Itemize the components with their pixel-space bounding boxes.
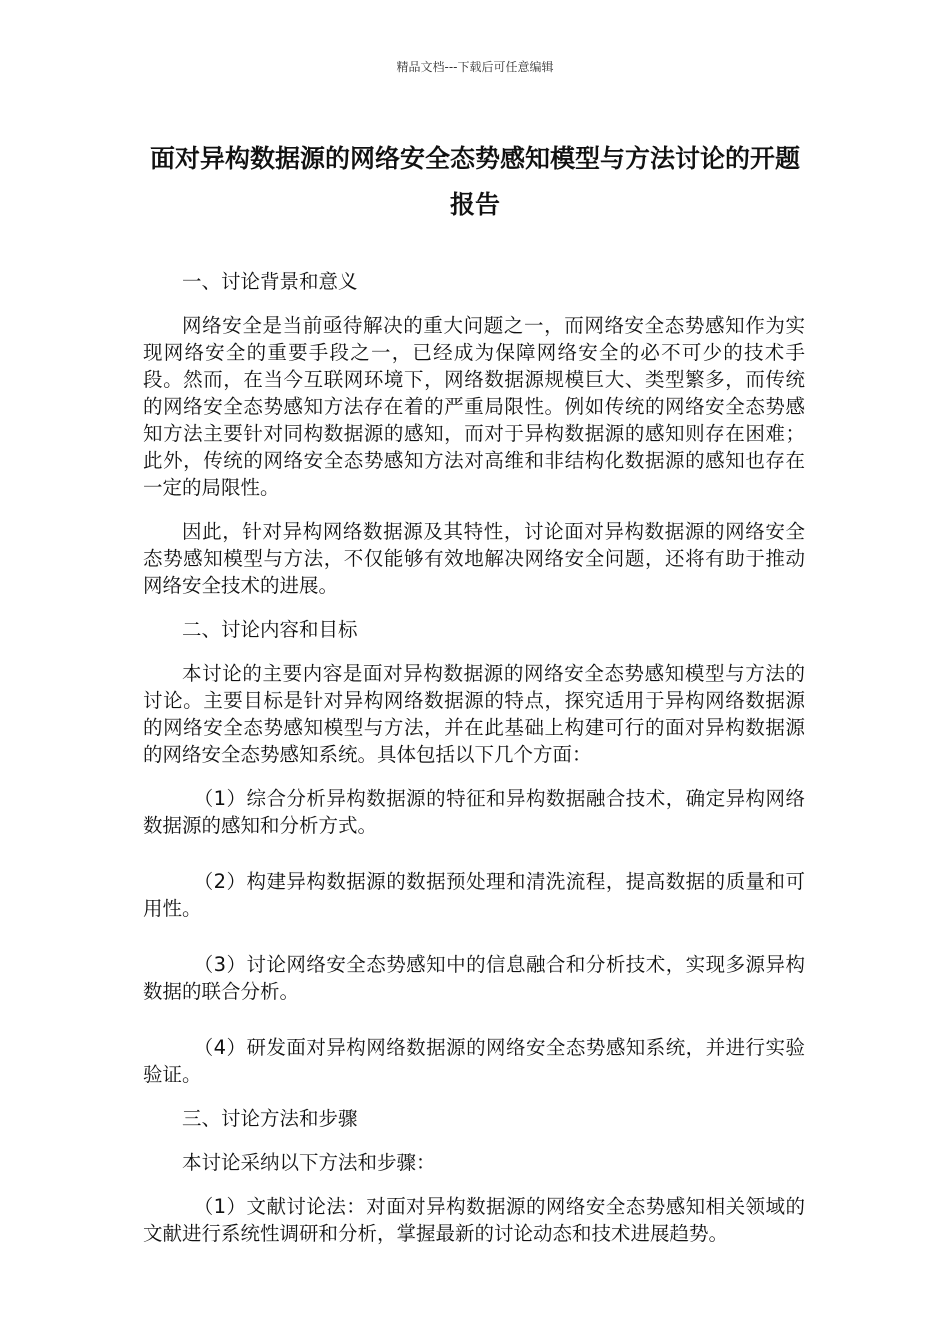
body-paragraph: 本讨论的主要内容是面对异构数据源的网络安全态势感知模型与方法的讨论。主要目标是针对异构网络数据源的特点，探究适用于异构网络数据源的网络安全态势感知模型与方法，并在此基础上构建可行的面对异构数据源的网络安全态势感知系统。具体包括以下几个方面：	[143, 662, 805, 766]
section-heading-2: 二、讨论内容和目标	[182, 618, 358, 641]
list-item: （2）构建异构数据源的数据预处理和清洗流程，提高数据的质量和可用性。	[143, 870, 805, 920]
document-body	[143, 268, 805, 1264]
list-item: （1）综合分析异构数据源的特征和异构数据融合技术，确定异构网络数据源的感知和分析方式。	[143, 787, 805, 837]
list-item: （1）文献讨论法：对面对异构数据源的网络安全态势感知相关领域的文献进行系统性调研和分析，掌握最新的讨论动态和技术进展趋势。	[143, 1195, 805, 1245]
header-note: 精品文档---下载后可任意编辑	[396, 60, 554, 74]
list-item: （3）讨论网络安全态势感知中的信息融合和分析技术，实现多源异构数据的联合分析。	[143, 953, 805, 1003]
section-heading-1: 一、讨论背景和意义	[182, 270, 358, 293]
document-title: 面对异构数据源的网络安全态势感知模型与方法讨论的开题报告	[149, 144, 800, 219]
body-paragraph: 网络安全是当前亟待解决的重大问题之一，而网络安全态势感知作为实现网络安全的重要手段之一，已经成为保障网络安全的必不可少的技术手段。然而，在当今互联网环境下，网络数据源规模巨大、类型繁多，而传统的网络安全态势感知方法存在着的严重局限性。例如传统的网络安全态势感知方法主要针对同构数据源的感知，而对于异构数据源的感知则存在困难；此外，传统的网络安全态势感知方法对高维和非结构化数据源的感知也存在一定的局限性。	[143, 314, 805, 499]
body-paragraph: 本讨论采纳以下方法和步骤：	[182, 1151, 436, 1174]
body-paragraph: 因此，针对异构网络数据源及其特性，讨论面对异构数据源的网络安全态势感知模型与方法，不仅能够有效地解决网络安全问题，还将有助于推动网络安全技术的进展。	[143, 520, 805, 597]
list-item: （4）研发面对异构网络数据源的网络安全态势感知系统，并进行实验验证。	[143, 1036, 805, 1086]
section-heading-3: 三、讨论方法和步骤	[182, 1107, 358, 1130]
